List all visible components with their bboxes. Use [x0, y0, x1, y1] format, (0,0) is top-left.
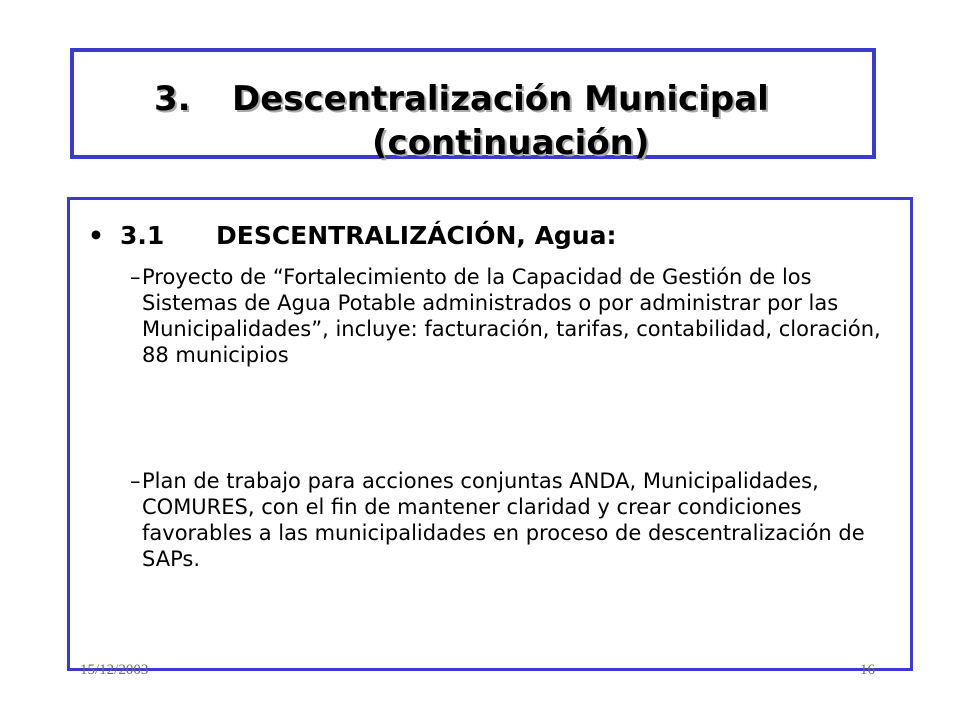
- content-frame: [67, 197, 913, 671]
- sub-item-text: Proyecto de “Fortalecimiento de la Capacidad de Gestión de los Sistemas de Agua Potable administrados o por administrar por las Municipalidades”, incluye: facturación, tarifas, contabilidad, cloración, 88 municipios: [142, 265, 881, 367]
- sub-item-plan: [130, 468, 910, 572]
- dash-icon: –: [130, 469, 141, 493]
- title-line-1: [154, 78, 769, 120]
- section-number: 3.1: [120, 221, 165, 250]
- section-heading: DESCENTRALIZÁCIÓN, Agua:: [216, 221, 617, 250]
- sub-item-text: Plan de trabajo para acciones conjuntas ANDA, Municipalidades, COMURES, con el fin de mantener claridad y crear condiciones favorables a las municipalidades en proceso de descentralización de SAPs.: [142, 469, 865, 571]
- title-main: Descentralización Municipal: [232, 79, 769, 119]
- bullet-icon: •: [88, 221, 104, 250]
- dash-icon: –: [130, 265, 141, 289]
- bullet-heading: [88, 220, 616, 252]
- title-number: 3.: [154, 79, 191, 119]
- footer-date: 15/12/2003: [80, 662, 149, 678]
- title-line-2: (continuación): [372, 123, 650, 163]
- title-frame: [70, 48, 876, 163]
- sub-item-project: [130, 264, 910, 368]
- page-number: 16: [860, 662, 875, 678]
